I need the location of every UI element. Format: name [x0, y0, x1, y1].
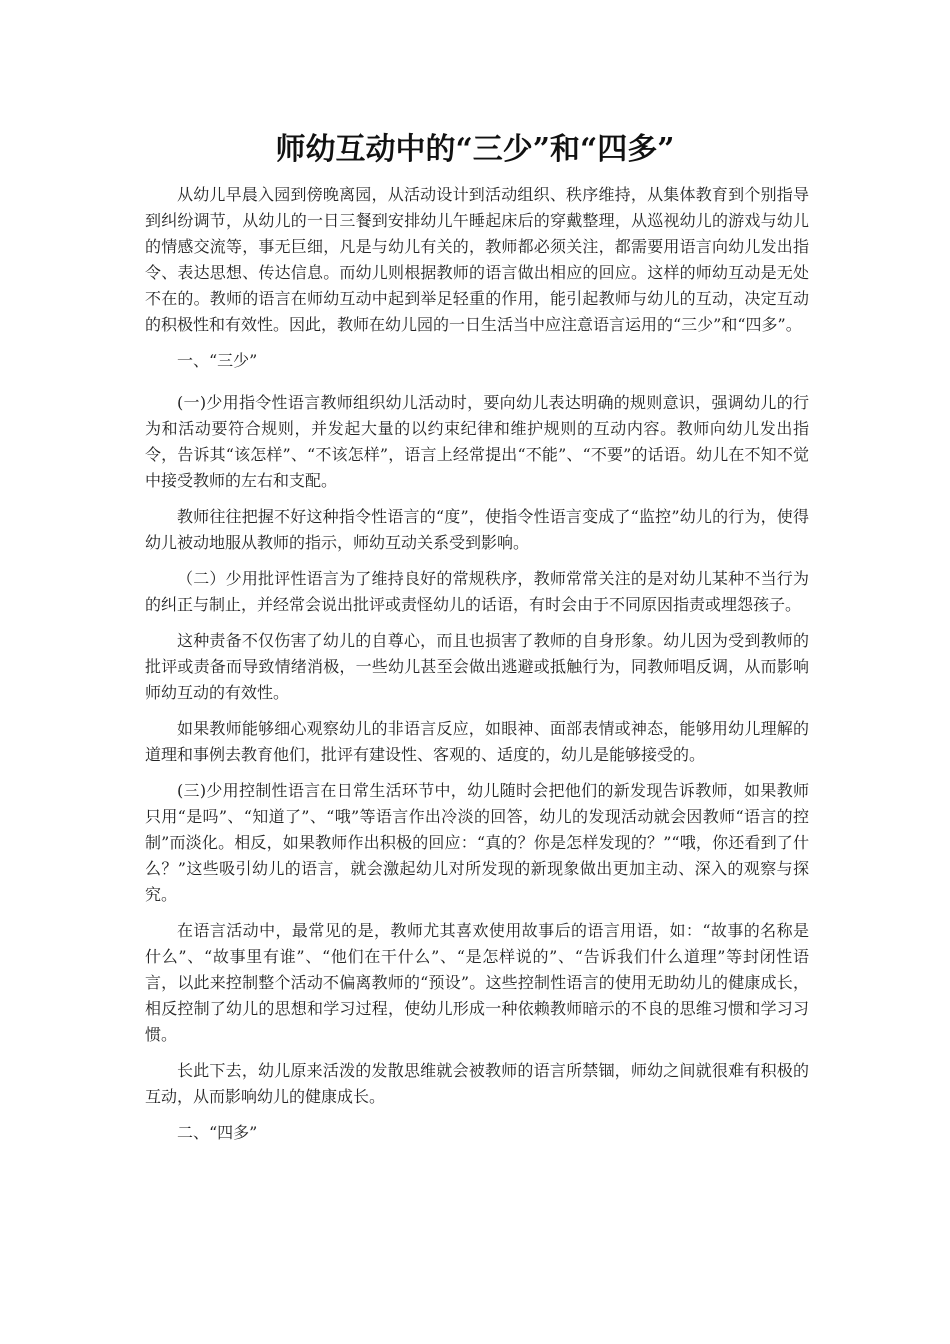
paragraph-blame-effects: 这种责备不仅伤害了幼儿的自尊心，而且也损害了教师的自身形象。幼儿因为受到教师的批评或责备而导致情绪消极，一些幼儿甚至会做出逃避或抵触行为，同教师唱反调，从而影响师幼互动的有效性。: [145, 631, 809, 702]
paragraph-language-activities: 在语言活动中，最常见的是，教师尤其喜欢使用故事后的语言用语，如：“故事的名称是什么”、“故事里有谁”、“他们在干什么”、“是怎样说的”、“告诉我们什么道理”等封闭性语言，以此来控制整个活动不偏离教师的“预设”。这些控制性语言的使用无助幼儿的健康成长，相反控制了幼儿的思想和学习过程，使幼儿形成一种依赖教师暗示的不良的思维习惯和学习习惯。: [145, 921, 809, 1044]
paragraph-directive-degree: 教师往往把握不好这种指令性语言的“度”，使指令性语言变成了“监控”幼儿的行为，使得幼儿被动地服从教师的指示，师幼互动关系受到影响。: [145, 507, 809, 552]
paragraph-long-term-effect: 长此下去，幼儿原来活泼的发散思维就会被教师的语言所禁锢，师幼之间就很难有积极的互动，从而影响幼儿的健康成长。: [145, 1061, 809, 1106]
paragraph-intro: 从幼儿早晨入园到傍晚离园，从活动设计到活动组织、秩序维持，从集体教育到个别指导到纠纷调节，从幼儿的一日三餐到安排幼儿午睡起床后的穿戴整理，从巡视幼儿的游戏与幼儿的情感交流等，事无巨细，凡是与幼儿有关的，教师都必须关注，都需要用语言向幼儿发出指令、表达思想、传达信息。而幼儿则根据教师的语言做出相应的回应。这样的师幼互动是无处不在的。教师的语言在师幼互动中起到举足轻重的作用，能引起教师与幼儿的互动，决定互动的积极性和有效性。因此，教师在幼儿园的一日生活当中应注意语言运用的“三少”和“四多”。: [145, 185, 809, 334]
paragraph-observe-nonverbal: 如果教师能够细心观察幼儿的非语言反应，如眼神、面部表情或神态，能够用幼儿理解的道理和事例去教育他们，批评有建设性、客观的、适度的，幼儿是能够接受的。: [145, 719, 809, 764]
section-heading-four-more: 二、“四多”: [177, 1123, 258, 1142]
document-body: [145, 182, 809, 1162]
paragraph-controlling-language: (三)少用控制性语言在日常生活环节中，幼儿随时会把他们的新发现告诉教师，如果教师只用“是吗”、“知道了”、“哦”等语言作出冷淡的回答，幼儿的发现活动就会因教师“语言的控制”而淡化。相反，如果教师作出积极的回应：“真的？你是怎样发现的？”“哦，你还看到了什么？”这些吸引幼儿的语言，就会激起幼儿对所发现的新现象做出更加主动、深入的观察与探究。: [145, 781, 809, 904]
document-title: 师幼互动中的“三少”和“四多”: [275, 132, 675, 167]
section-heading-three-less: 一、“三少”: [177, 351, 258, 370]
paragraph-directive-language: (一)少用指令性语言教师组织幼儿活动时，要向幼儿表达明确的规则意识，强调幼儿的行为和活动要符合规则，并发起大量的以约束纪律和维护规则的互动内容。教师向幼儿发出指令，告诉其“该怎样”、“不该怎样”，语言上经常提出“不能”、“不要”的话语。幼儿在不知不觉中接受教师的左右和支配。: [145, 393, 809, 490]
paragraph-critical-language: （二）少用批评性语言为了维持良好的常规秩序，教师常常关注的是对幼儿某种不当行为的纠正与制止，并经常会说出批评或责怪幼儿的话语，有时会由于不同原因指责或埋怨孩子。: [145, 569, 809, 614]
